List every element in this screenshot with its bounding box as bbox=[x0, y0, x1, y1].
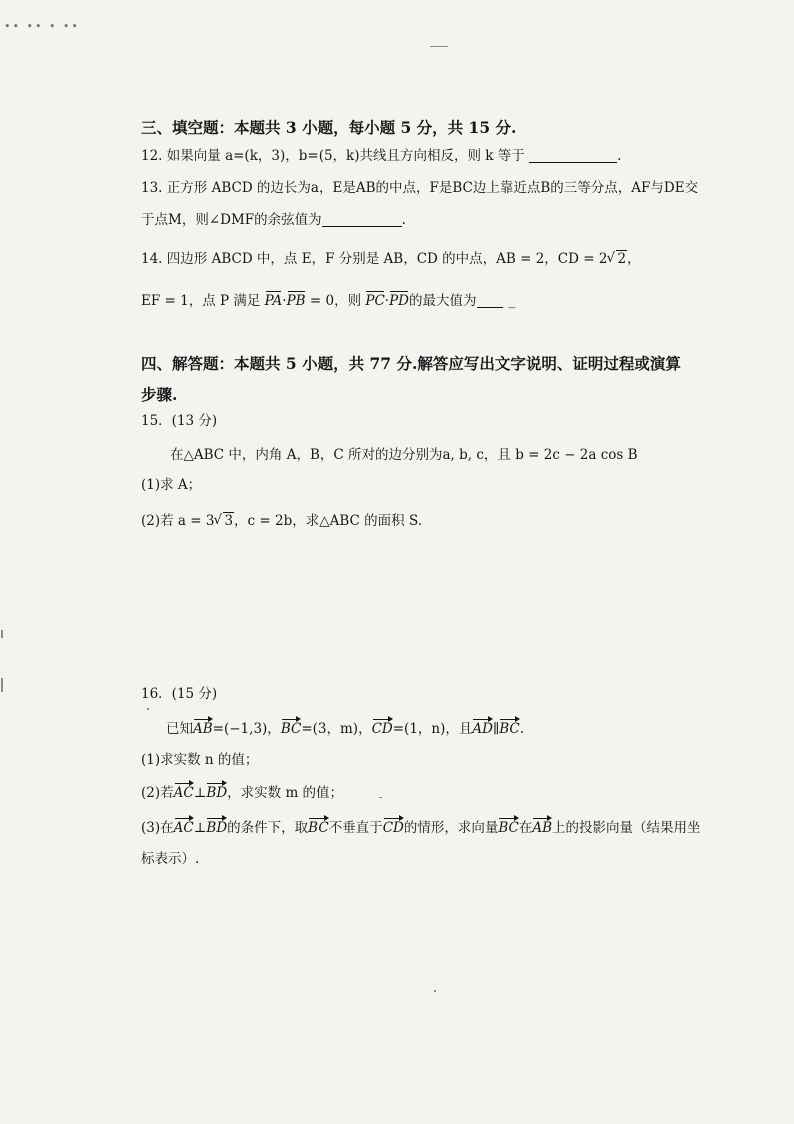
scan-smudge-top bbox=[430, 46, 448, 47]
q14-sqrt: √ 2 bbox=[607, 251, 627, 268]
q14-tail: _ bbox=[508, 293, 516, 309]
scan-smudge-left-1 bbox=[1, 630, 3, 638]
vector-cd: CD bbox=[371, 721, 393, 737]
question-13-line2 bbox=[141, 212, 406, 229]
q14-number: 14. bbox=[141, 251, 163, 267]
q12-number: 12. bbox=[141, 148, 163, 164]
vector-bc: BC bbox=[280, 721, 302, 737]
scan-dash bbox=[379, 797, 382, 798]
question-12 bbox=[141, 148, 621, 165]
vector-cd-2: CD bbox=[382, 820, 404, 836]
q14-answer-blank[interactable] bbox=[477, 294, 503, 309]
q13-text-line1: 正方形 ABCD 的边长为a，E是AB的中点，F是BC边上靠近点B的三等分点，AF与DE交 bbox=[166, 180, 699, 196]
scan-dot-bottom bbox=[434, 990, 436, 992]
question-13-line1 bbox=[141, 180, 698, 197]
scan-mark-top-left: •• •• • •• bbox=[4, 20, 80, 33]
vector-ac-2: AC bbox=[173, 820, 194, 836]
vector-ac: AC bbox=[173, 785, 194, 801]
question-14-line1: 14. 四边形 ABCD 中，点 E，F 分别是 AB，CD 的中点，AB = 2，CD = 2√ 2， bbox=[141, 251, 641, 268]
section4-heading-line1: 四、解答题：本题共 5 小题，共 77 分.解答应写出文字说明、证明过程或演算 bbox=[141, 354, 681, 373]
scan-dot bbox=[147, 708, 149, 710]
q13-answer-blank[interactable] bbox=[322, 213, 402, 228]
question-14-line2: EF = 1，点 P 满足 PA·PB = 0，则 PC·PD的最大值为 _ bbox=[141, 293, 516, 309]
vector-ab: AB bbox=[193, 721, 213, 737]
q16-part1: (1)求实数 n 的值； bbox=[141, 752, 259, 768]
vector-bc-4: BC bbox=[498, 820, 519, 836]
vector-pc: PC bbox=[365, 293, 385, 309]
q12-answer-blank[interactable] bbox=[529, 149, 617, 164]
q16-stem: 已知AB=(−1,3)，BC=(3，m)，CD=(1，n)，且AD∥BC. bbox=[166, 721, 525, 737]
vector-bd-2: BD bbox=[206, 820, 228, 836]
q16-label: 16．(15 分) bbox=[141, 686, 218, 702]
q16-part3-line1: (3)在AC⊥BD的条件下，取BC不垂直于CD的情形，求向量BC在AB上的投影向量（结果用坐 bbox=[141, 820, 701, 836]
scan-smudge-left-2 bbox=[1, 678, 3, 692]
vector-pa: PA bbox=[264, 293, 283, 309]
q14-text-line1: 四边形 ABCD 中，点 E，F 分别是 AB，CD 的中点，AB = 2，CD = 2 bbox=[166, 251, 608, 267]
q13-number: 13. bbox=[141, 180, 163, 196]
vector-bd: BD bbox=[206, 785, 228, 801]
q13-end: . bbox=[401, 212, 406, 228]
q15-part2: (2)若 a = 3√ 3，c = 2b，求△ABC 的面积 S. bbox=[141, 513, 422, 530]
q16-part3-line2: 标表示）. bbox=[141, 851, 200, 867]
q16-part2: (2)若AC⊥BD，求实数 m 的值； bbox=[141, 785, 344, 801]
section3-heading: 三、填空题：本题共 3 小题，每小题 5 分，共 15 分. bbox=[141, 118, 517, 137]
section4-heading-line2: 步骤. bbox=[141, 385, 178, 404]
q12-text: 如果向量 a=(k，3)，b=(5，k)共线且方向相反，则 k 等于 bbox=[166, 148, 525, 164]
vector-ab-2: AB bbox=[532, 820, 553, 836]
q13-text-line2: 于点M，则∠DMF的余弦值为 bbox=[141, 212, 322, 228]
q15-stem: 在△ABC 中，内角 A，B，C 所对的边分别为a, b, c，且 b = 2c − 2a cos B bbox=[170, 447, 638, 463]
vector-pd: PD bbox=[389, 293, 410, 309]
q15-sqrt: √ 3 bbox=[214, 513, 234, 530]
q12-end: . bbox=[617, 148, 622, 164]
vector-bc-3: BC bbox=[308, 820, 329, 836]
q15-label: 15．(13 分) bbox=[141, 413, 218, 429]
q15-part1: (1)求 A； bbox=[141, 477, 202, 493]
vector-ad: AD bbox=[472, 721, 493, 737]
vector-bc-2: BC bbox=[499, 721, 520, 737]
vector-pb: PB bbox=[286, 293, 306, 309]
